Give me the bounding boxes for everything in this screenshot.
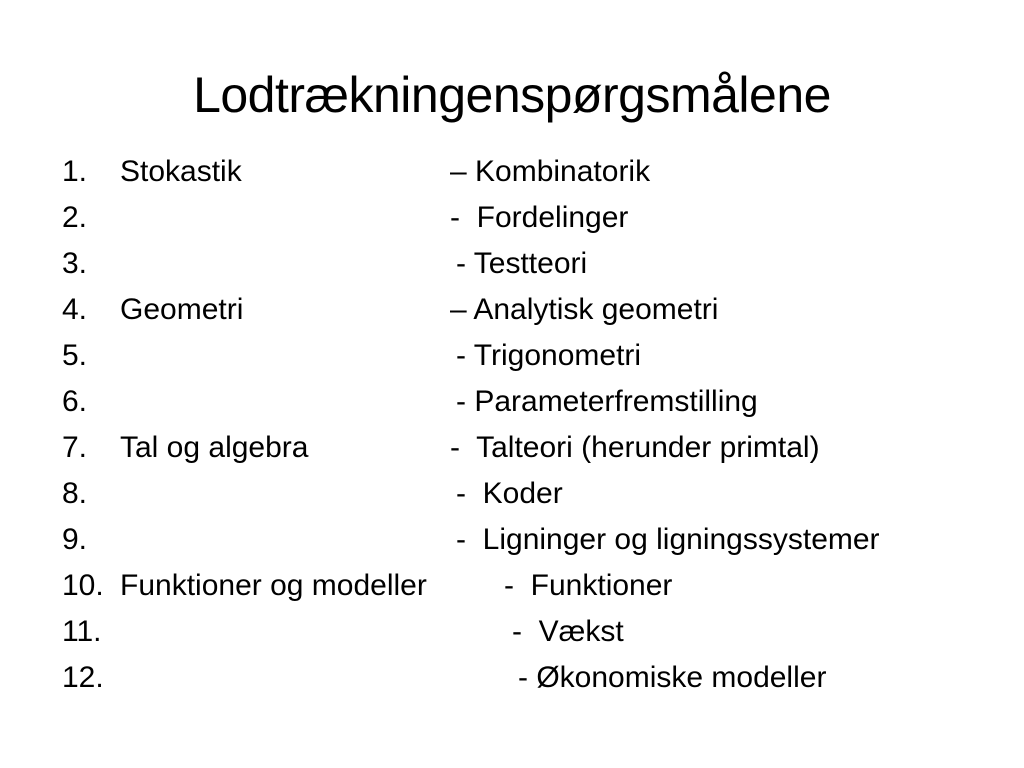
item-number: 7. [62, 431, 88, 464]
item-number: 6. [62, 385, 88, 418]
item-topic: - Vækst [512, 615, 624, 648]
list-item [0, 290, 1024, 330]
item-number: 8. [62, 477, 88, 510]
item-topic: - Funktioner [504, 569, 673, 602]
list-item [0, 612, 1024, 652]
item-number: 10. [62, 569, 104, 602]
item-number: 12. [62, 661, 104, 694]
item-topic: – Analytisk geometri [450, 293, 719, 326]
item-topic: - Testteori [456, 247, 588, 280]
list-item [0, 566, 1024, 606]
item-number: 4. [62, 293, 88, 326]
item-topic: – Kombinatorik [450, 155, 651, 188]
item-topic: - Økonomiske modeller [518, 661, 827, 694]
item-topic: - Koder [456, 477, 563, 510]
slide-title: Lodtrækningenspørgsmålene [193, 67, 831, 123]
list-item [0, 198, 1024, 238]
item-topic: - Parameterfremstilling [456, 385, 758, 418]
item-topic: - Ligninger og ligningssystemer [456, 523, 880, 556]
list-item [0, 152, 1024, 192]
list-item [0, 474, 1024, 514]
list-item [0, 658, 1024, 698]
item-number: 11. [62, 615, 102, 648]
item-number: 2. [62, 201, 88, 234]
item-category: Tal og algebra [120, 431, 309, 464]
item-topic: - Trigonometri [456, 339, 642, 372]
item-category: Geometri [120, 293, 244, 326]
list-item [0, 336, 1024, 376]
list-item [0, 382, 1024, 422]
item-topic: - Talteori (herunder primtal) [450, 431, 820, 464]
list-item [0, 244, 1024, 284]
list-item [0, 520, 1024, 560]
item-number: 5. [62, 339, 88, 372]
item-category: Stokastik [120, 155, 242, 188]
item-topic: - Fordelinger [450, 201, 629, 234]
item-number: 1. [62, 155, 88, 188]
list-item [0, 428, 1024, 468]
item-category: Funktioner og modeller [120, 569, 427, 602]
item-number: 3. [62, 247, 88, 280]
item-number: 9. [62, 523, 88, 556]
